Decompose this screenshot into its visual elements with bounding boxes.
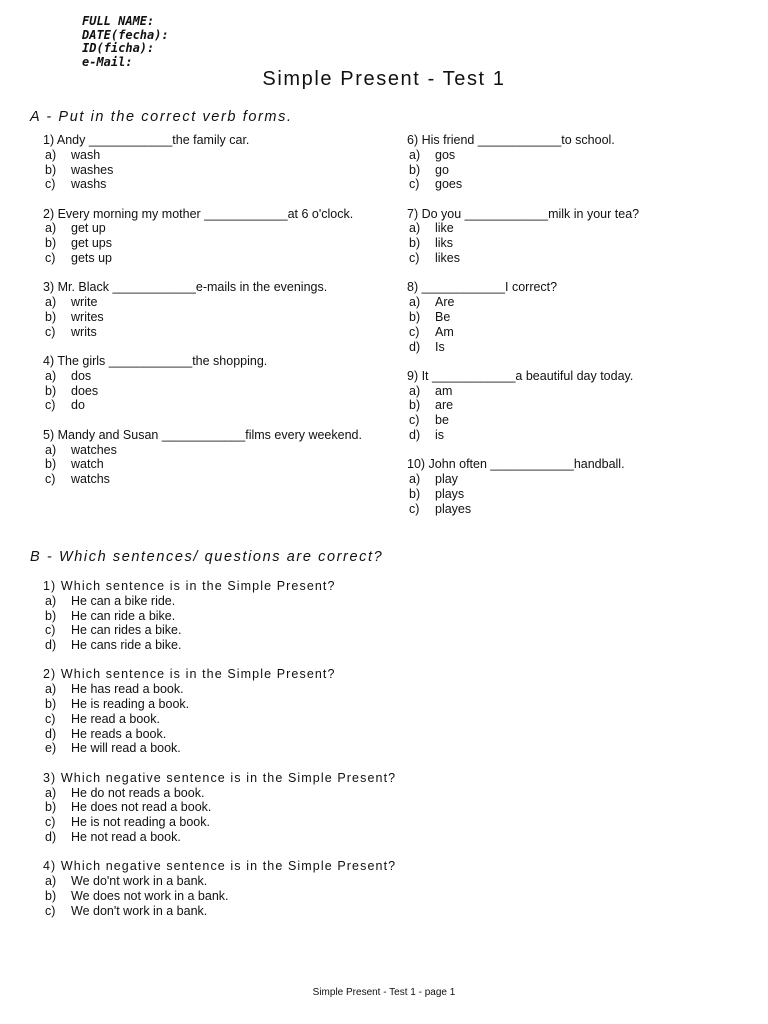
answer-option[interactable] xyxy=(407,502,737,517)
option-text: do xyxy=(71,398,85,413)
b-question-4 xyxy=(43,859,743,918)
answer-option[interactable] xyxy=(407,413,737,428)
question-prompt: 7) Do you ____________milk in your tea? xyxy=(407,206,640,221)
answer-option[interactable] xyxy=(43,594,743,609)
answer-option[interactable] xyxy=(43,786,743,801)
answer-option[interactable] xyxy=(43,384,383,399)
answer-option[interactable] xyxy=(407,472,737,487)
page-footer: Simple Present - Test 1 - page 1 xyxy=(312,987,456,998)
option-text: like xyxy=(435,221,454,236)
section-a-right-column xyxy=(407,133,737,531)
a-left-question-3 xyxy=(43,280,383,339)
option-text: Be xyxy=(435,309,451,324)
option-text: He reads a book. xyxy=(71,726,167,741)
answer-option[interactable] xyxy=(43,325,383,340)
answer-option[interactable] xyxy=(407,251,737,266)
answer-option[interactable] xyxy=(407,428,737,443)
option-text: watch xyxy=(71,457,104,472)
option-text: He does not read a book. xyxy=(71,800,212,815)
answer-option[interactable] xyxy=(407,295,737,310)
option-letter: c) xyxy=(45,472,56,487)
option-letter: a) xyxy=(409,295,421,310)
option-letter: a) xyxy=(45,785,57,800)
question-prompt: 9) It ____________a beautiful day today. xyxy=(407,368,634,383)
option-letter: c) xyxy=(409,177,420,192)
question-prompt: 4) Which negative sentence is in the Simple Present? xyxy=(43,859,397,874)
a-left-question-2 xyxy=(43,207,383,266)
answer-option[interactable] xyxy=(43,697,743,712)
option-letter: b) xyxy=(45,309,57,324)
answer-option[interactable] xyxy=(43,830,743,845)
option-text: write xyxy=(71,295,98,310)
question-prompt: 1) Which sentence is in the Simple Present? xyxy=(43,579,336,593)
answer-option[interactable] xyxy=(43,472,383,487)
section-b-heading: B - Which sentences/ questions are correct? xyxy=(30,549,384,565)
answer-option[interactable] xyxy=(43,889,743,904)
answer-option[interactable] xyxy=(43,310,383,325)
option-letter: a) xyxy=(45,874,57,889)
a-right-question-2 xyxy=(407,207,737,266)
option-letter: d) xyxy=(45,638,57,653)
answer-option[interactable] xyxy=(43,163,383,178)
option-letter: a) xyxy=(409,383,421,398)
option-text: writs xyxy=(71,324,97,339)
option-letter: e) xyxy=(45,741,57,756)
answer-option[interactable] xyxy=(43,148,383,163)
a-left-question-5 xyxy=(43,428,383,487)
answer-option[interactable] xyxy=(43,457,383,472)
option-text: plays xyxy=(435,486,465,501)
option-letter: b) xyxy=(45,236,57,251)
option-letter: d) xyxy=(45,726,57,741)
option-text: get up xyxy=(71,221,106,236)
option-text: He cans ride a bike. xyxy=(71,638,182,653)
option-letter: a) xyxy=(45,368,57,383)
option-text: He has read a book. xyxy=(71,682,184,697)
option-text: playes xyxy=(435,501,472,516)
option-text: He can ride a bike. xyxy=(71,608,176,623)
a-left-question-1 xyxy=(43,133,383,192)
option-text: go xyxy=(435,162,449,177)
option-text: am xyxy=(435,383,453,398)
answer-option[interactable] xyxy=(43,904,743,919)
option-letter: b) xyxy=(45,888,57,903)
answer-option[interactable] xyxy=(43,682,743,697)
section-a-heading: A - Put in the correct verb forms. xyxy=(30,109,293,125)
b-question-2 xyxy=(43,667,743,756)
option-letter: b) xyxy=(45,608,57,623)
option-text: gets up xyxy=(71,251,113,266)
option-text: washes xyxy=(71,162,114,177)
answer-option[interactable] xyxy=(407,221,737,236)
option-letter: a) xyxy=(45,682,57,697)
answer-option[interactable] xyxy=(407,310,737,325)
answer-option[interactable] xyxy=(43,443,383,458)
date-label: DATE(fecha): xyxy=(82,27,169,42)
option-letter: d) xyxy=(409,428,421,443)
answer-option[interactable] xyxy=(407,384,737,399)
option-text: liks xyxy=(435,236,454,251)
answer-option[interactable] xyxy=(43,236,383,251)
option-letter: a) xyxy=(45,295,57,310)
a-right-question-1 xyxy=(407,133,737,192)
option-letter: b) xyxy=(45,800,57,815)
answer-option[interactable] xyxy=(407,163,737,178)
answer-option[interactable] xyxy=(407,236,737,251)
option-text: Is xyxy=(435,339,445,354)
answer-option[interactable] xyxy=(43,741,743,756)
answer-option[interactable] xyxy=(43,177,383,192)
answer-option[interactable] xyxy=(43,712,743,727)
id-label: ID(ficha): xyxy=(82,41,155,55)
option-text: watches xyxy=(71,442,117,457)
answer-option[interactable] xyxy=(43,369,383,384)
option-letter: b) xyxy=(409,486,421,501)
option-text: He do not reads a book. xyxy=(71,785,205,800)
option-letter: c) xyxy=(45,815,56,830)
option-letter: d) xyxy=(409,339,421,354)
answer-option[interactable] xyxy=(43,221,383,236)
answer-option[interactable] xyxy=(43,874,743,889)
option-text: We don't work in a bank. xyxy=(71,903,208,918)
option-letter: c) xyxy=(45,324,56,339)
option-letter: a) xyxy=(45,221,57,236)
option-letter: b) xyxy=(409,236,421,251)
option-letter: c) xyxy=(45,398,56,413)
question-prompt: 4) The girls ____________the shopping. xyxy=(43,354,268,369)
question-prompt: 2) Every morning my mother ____________at 6 o'clock. xyxy=(43,206,354,221)
answer-option[interactable] xyxy=(43,295,383,310)
option-text: watchs xyxy=(71,472,110,487)
full-name-label: FULL NAME: xyxy=(82,14,155,28)
question-prompt: 5) Mandy and Susan ____________films every weekend. xyxy=(43,427,362,442)
answer-option[interactable] xyxy=(407,325,737,340)
option-text: dos xyxy=(71,368,92,383)
page-title: Simple Present - Test 1 xyxy=(262,68,506,90)
option-text: Am xyxy=(435,324,454,339)
option-text: washs xyxy=(71,177,107,192)
answer-option[interactable] xyxy=(43,800,743,815)
option-letter: c) xyxy=(45,251,56,266)
option-text: He is reading a book. xyxy=(71,697,190,712)
option-text: He can rides a bike. xyxy=(71,623,182,638)
option-letter: b) xyxy=(409,162,421,177)
option-text: He read a book. xyxy=(71,711,160,726)
email-label: e-Mail: xyxy=(82,54,133,69)
option-letter: b) xyxy=(409,309,421,324)
option-letter: c) xyxy=(45,903,56,918)
a-right-question-4 xyxy=(407,369,737,443)
option-text: We does not work in a bank. xyxy=(71,888,229,903)
option-letter: c) xyxy=(45,623,56,638)
answer-option[interactable] xyxy=(407,398,737,413)
option-text: writes xyxy=(71,309,104,324)
option-text: wash xyxy=(71,147,101,162)
option-letter: d) xyxy=(45,829,57,844)
option-letter: a) xyxy=(45,147,57,162)
answer-option[interactable] xyxy=(43,727,743,742)
b-question-3 xyxy=(43,771,743,845)
option-letter: c) xyxy=(409,413,420,428)
option-letter: a) xyxy=(409,472,421,487)
question-prompt: 8) ____________I correct? xyxy=(407,280,558,295)
question-prompt: 3) Mr. Black ____________e-mails in the evenings. xyxy=(43,280,328,295)
option-text: gos xyxy=(435,147,456,162)
question-prompt: 10) John often ____________handball. xyxy=(407,457,625,472)
option-text: Are xyxy=(435,295,455,310)
option-text: play xyxy=(435,472,458,487)
option-letter: a) xyxy=(45,593,57,608)
a-right-question-5 xyxy=(407,457,737,516)
answer-option[interactable] xyxy=(407,340,737,355)
question-prompt: 2) Which sentence is in the Simple Present? xyxy=(43,667,336,682)
section-a-left-column xyxy=(43,133,383,501)
option-letter: b) xyxy=(45,383,57,398)
answer-option[interactable] xyxy=(407,148,737,163)
answer-option[interactable] xyxy=(407,177,737,192)
student-info-fields xyxy=(82,15,169,69)
option-text: He not read a book. xyxy=(71,829,181,844)
option-text: is xyxy=(435,428,445,443)
a-right-question-3 xyxy=(407,280,737,354)
option-letter: b) xyxy=(45,162,57,177)
answer-option[interactable] xyxy=(43,609,743,624)
option-letter: c) xyxy=(45,711,56,726)
option-text: He will read a book. xyxy=(71,741,181,756)
option-text: get ups xyxy=(71,236,113,251)
answer-option[interactable] xyxy=(43,638,743,653)
option-letter: c) xyxy=(409,324,420,339)
option-letter: a) xyxy=(45,442,57,457)
question-prompt: 6) His friend ____________to school. xyxy=(407,133,615,147)
answer-option[interactable] xyxy=(43,398,383,413)
option-text: We do'nt work in a bank. xyxy=(71,874,208,889)
option-text: likes xyxy=(435,251,461,266)
question-prompt: 3) Which negative sentence is in the Simple Present? xyxy=(43,770,397,785)
option-letter: c) xyxy=(409,501,420,516)
option-letter: b) xyxy=(45,697,57,712)
option-letter: c) xyxy=(409,251,420,266)
option-letter: b) xyxy=(45,457,57,472)
option-text: are xyxy=(435,398,454,413)
option-text: be xyxy=(435,413,449,428)
option-letter: a) xyxy=(409,147,421,162)
answer-option[interactable] xyxy=(43,251,383,266)
option-text: He is not reading a book. xyxy=(71,815,210,830)
answer-option[interactable] xyxy=(43,623,743,638)
answer-option[interactable] xyxy=(407,487,737,502)
option-letter: a) xyxy=(409,221,421,236)
answer-option[interactable] xyxy=(43,815,743,830)
option-text: does xyxy=(71,383,99,398)
option-text: goes xyxy=(435,177,463,192)
option-letter: b) xyxy=(409,398,421,413)
section-b-questions xyxy=(43,579,743,933)
option-letter: c) xyxy=(45,177,56,192)
question-prompt: 1) Andy ____________the family car. xyxy=(43,133,250,147)
a-left-question-4 xyxy=(43,354,383,413)
b-question-1 xyxy=(43,579,743,653)
option-text: He can a bike ride. xyxy=(71,593,176,608)
